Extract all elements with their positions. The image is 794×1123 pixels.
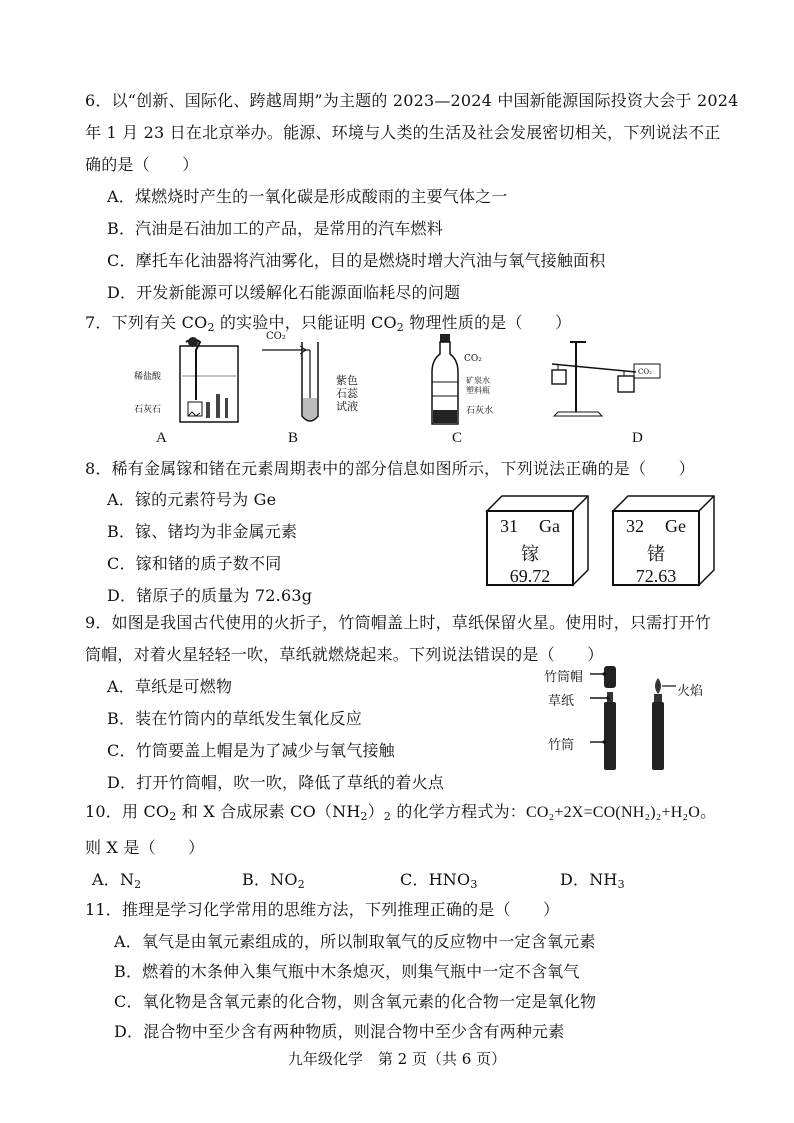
q11-stem: 11．推理是学习化学常用的思维方法，下列推理正确的是（ ）: [85, 900, 560, 919]
q10-option-b: B．$NO_2$: [242, 870, 305, 891]
q8-option-c: C．镓和锗的质子数不同: [107, 554, 282, 573]
q7-figc-label1: 矿泉水: [466, 376, 490, 385]
q9-label-tube: 竹筒: [548, 738, 575, 753]
q9-stem-line2: 筒帽，对着火星轻轻一吹，草纸就燃烧起来。下列说法错误的是（ ）: [85, 645, 604, 664]
q7-figb-label1: 紫色: [336, 374, 358, 387]
element-ge-mass: 72.63: [635, 566, 677, 586]
element-ga-mass: 69.72: [509, 566, 551, 586]
q10-equation: CO₂+2X=CO(NH₂)₂+H₂O: [525, 804, 701, 821]
q6-stem-line1: 6．以“创新、国际化、跨越周期”为主题的 2023—2024 中国新能源国际投资大会于 2024: [85, 91, 739, 110]
q7-figc-gas-label: CO₂: [464, 354, 482, 364]
element-ga-number: 31: [500, 516, 518, 536]
q11-option-b: B．燃着的木条伸入集气瓶中木条熄灭，则集气瓶中一定不含氧气: [114, 962, 580, 981]
q7-label-c: C: [452, 430, 463, 446]
q9-stem-line1: 9．如图是我国古代使用的火折子，竹筒帽盖上时，草纸保留火星。使用时，只需打开竹: [85, 613, 711, 632]
q7-figure-d: [546, 330, 666, 424]
q9-option-a: A．草纸是可燃物: [107, 677, 233, 696]
q8-option-a: A．镓的元素符号为 Ge: [107, 490, 277, 509]
q6-option-a: A．煤燃烧时产生的一氧化碳是形成酸雨的主要气体之一: [107, 187, 508, 206]
q7-label-b: B: [288, 430, 299, 446]
q6-option-d: D．开发新能源可以缓解化石能源面临耗尽的问题: [107, 283, 461, 302]
q7-figb-label3: 试液: [336, 400, 358, 413]
q10-stem: 10．用 $CO_2$ 和 X 合成尿素 $CO(NH_2)_2$ 的化学方程式为：CO₂+2X=CO(NH₂)₂+H₂O。: [85, 802, 717, 823]
q6-stem-line2: 年 1 月 23 日在北京举办。能源、环境与人类的生活及社会发展密切相关，下列说法不正: [85, 123, 721, 142]
q7-figc-label3: 石灰水: [466, 406, 494, 416]
q6-option-c: C．摩托车化油器将汽油雾化，目的是燃烧时增大汽油与氧气接触面积: [107, 251, 606, 270]
q9-label-cap: 竹筒帽: [544, 670, 584, 685]
q9-fire-starter-figure: [590, 664, 690, 774]
page-footer: 九年级化学 第 2 页（共 6 页）: [287, 1050, 507, 1068]
q7-figb-label2: 石蕊: [336, 387, 358, 400]
q8-option-b: B．镓、锗均为非金属元素: [107, 522, 298, 541]
q8-option-d: D．锗原子的质量为 72.63g: [107, 586, 313, 605]
element-ge-symbol: Ge: [665, 516, 686, 536]
q6-stem-line3: 确的是（ ）: [85, 155, 199, 174]
q7-stem: 7．下列有关 $CO_2$ 的实验中，只能证明 $CO_2$ 物理性质的是（ ）: [85, 313, 572, 334]
q10-option-a: A．$N_2$: [92, 870, 142, 891]
q9-label-flame: 火焰: [677, 684, 704, 699]
q7-label-d: D: [632, 430, 643, 446]
q10-option-d: D．$NH_3$: [560, 870, 625, 891]
q7-figure-b: [262, 336, 332, 428]
element-ga-symbol: Ga: [539, 516, 560, 536]
q11-option-a: A．氧气是由氧元素组成的，所以制取氧气的反应物中一定含氧元素: [114, 932, 596, 951]
q9-label-paper: 草纸: [548, 694, 575, 709]
element-ge-name: 锗: [647, 544, 665, 565]
q7-figa-stone-label: 石灰石: [134, 405, 162, 415]
q6-option-b: B．汽油是石油加工的产品，是常用的汽车燃料: [107, 219, 443, 238]
q10-option-c: C．$HNO_3$: [400, 870, 478, 891]
q11-option-d: D．混合物中至少含有两种物质，则混合物中至少含有两种元素: [114, 1022, 565, 1041]
q9-option-c: C．竹筒要盖上帽是为了减少与氧气接触: [107, 741, 395, 760]
element-cell-gallium: [486, 510, 574, 586]
q7-figa-acid-label: 稀盐酸: [134, 372, 162, 382]
element-ge-number: 32: [626, 516, 644, 536]
q7-figc-label2: 塑料瓶: [466, 386, 490, 395]
q8-stem: 8．稀有金属镓和锗在元素周期表中的部分信息如图所示，下列说法正确的是（ ）: [85, 459, 695, 478]
q7-figb-gas-label: CO₂: [266, 331, 286, 342]
q7-figure-c: [428, 332, 462, 428]
q9-option-b: B．装在竹筒内的草纸发生氧化反应: [107, 709, 362, 728]
q7-label-a: A: [156, 430, 167, 446]
element-ga-name: 镓: [521, 544, 539, 565]
element-cell-germanium: [612, 510, 700, 586]
q7-figd-gas-label: CO₂: [638, 368, 652, 376]
q11-option-c: C．氧化物是含氧元素的化合物，则含氧元素的化合物一定是氧化物: [114, 992, 597, 1011]
q10-line2: 则 X 是（ ）: [85, 838, 205, 857]
q9-option-d: D．打开竹筒帽，吹一吹，降低了草纸的着火点: [107, 773, 445, 792]
